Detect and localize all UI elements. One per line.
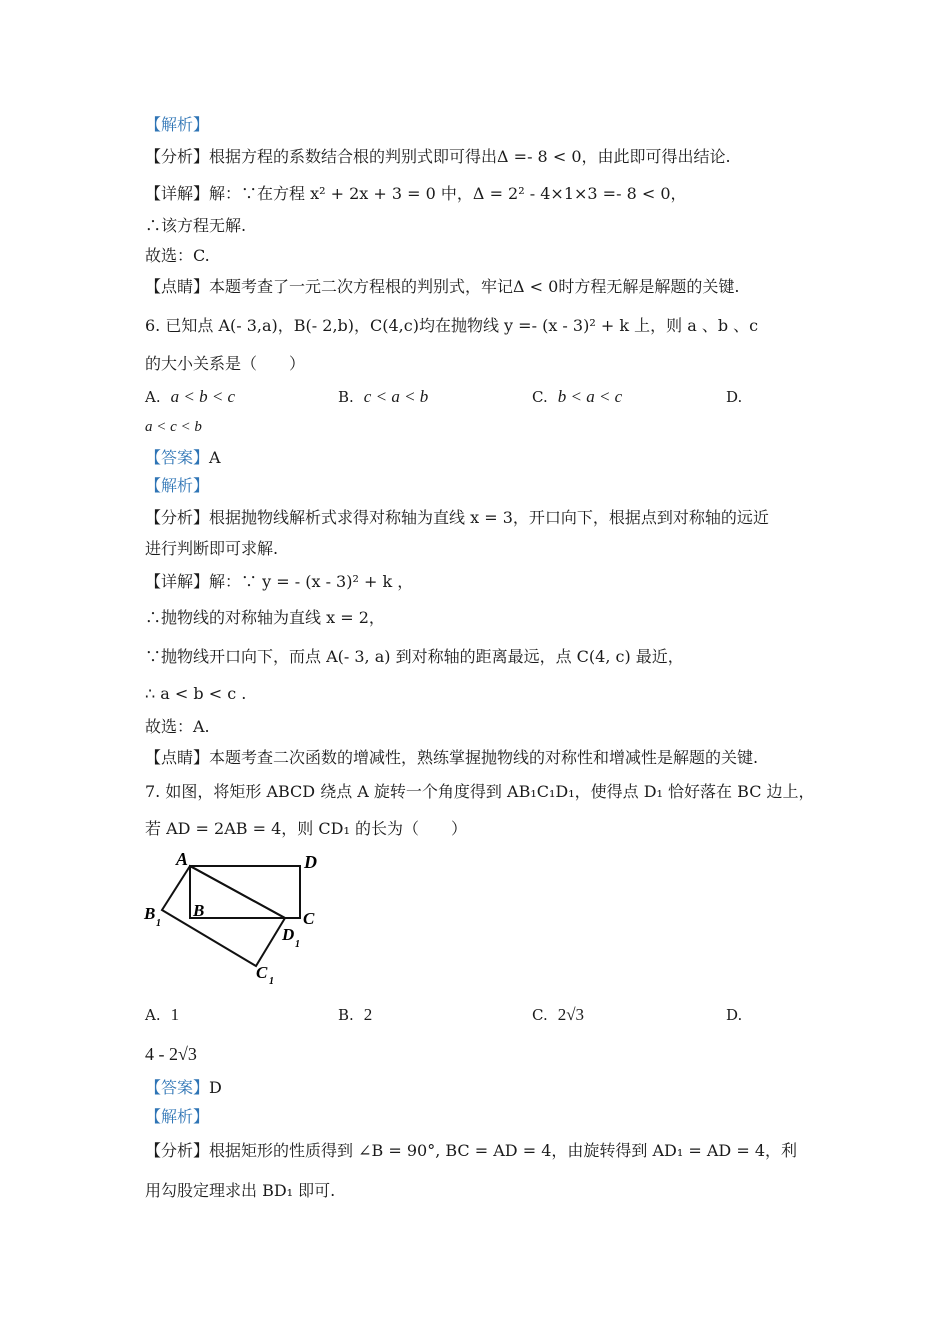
q6-stem-line1: 6. 已知点 A(- 3,a)，B(- 2,b)，C(4,c)均在抛物线 y =- (x - 3)² + k 上，则 a 、b 、c xyxy=(145,316,759,335)
q7-option-b xyxy=(338,1004,372,1026)
q6-answer-value: A xyxy=(209,448,221,467)
q6-xiangjie-text: 解：∵ y = - (x - 3)² + k ， xyxy=(209,572,414,591)
q5-dianjing xyxy=(145,276,739,298)
label-d: D xyxy=(304,852,317,872)
fenxi-label: 【分析】 xyxy=(145,147,210,166)
label-a: A xyxy=(176,849,189,869)
q5-xiangjie xyxy=(145,183,687,205)
option-math: 1 xyxy=(170,1005,180,1024)
q6-dianjing xyxy=(145,747,758,769)
option-label: B. xyxy=(338,388,354,406)
q7-fenxi-line2: 用勾股定理求出 BD₁ 即可. xyxy=(145,1181,336,1200)
q6-step2: ∵抛物线开口向下，而点 A(- 3, a) 到对称轴的距离最远，点 C(4, c) 最近， xyxy=(145,647,684,666)
q6-fenxi-text: 根据抛物线解析式求得对称轴为直线 x = 3，开口向下，根据点到对称轴的远近 xyxy=(209,508,769,527)
option-math: b < a < c xyxy=(557,387,623,406)
q7-fenxi-line1 xyxy=(145,1140,797,1162)
q6-fenxi-line1 xyxy=(145,507,769,529)
q6-dianjing-text: 本题考查二次函数的增减性，熟练掌握抛物线的对称性和增减性是解题的关键. xyxy=(209,748,759,767)
q5-xiangjie-text: 解：∵在方程 x² + 2x + 3 = 0 中，Δ = 2² - 4×1×3 =- 8 < 0， xyxy=(209,184,687,203)
jiexi-label-q5: 【解析】 xyxy=(145,115,210,134)
q5-fenxi-text: 根据方程的系数结合根的判别式即可得出Δ =- 8 < 0，由此即可得出结论. xyxy=(209,147,731,166)
rectangle-abcd xyxy=(190,866,300,918)
q6-option-b xyxy=(338,386,428,408)
xiangjie-label: 【详解】 xyxy=(145,184,210,203)
option-label: A. xyxy=(145,1006,161,1024)
q7-fenxi-text: 根据矩形的性质得到 ∠B = 90°, BC = AD = 4，由旋转得到 AD₁ = AD = 4，利 xyxy=(209,1141,797,1160)
q6-option-d-label: D. xyxy=(726,388,743,406)
q6-stem-line2: 的大小关系是（ ） xyxy=(145,354,306,373)
jiexi-label-q6: 【解析】 xyxy=(145,476,210,495)
q5-dianjing-text: 本题考查了一元二次方程根的判别式，牢记Δ < 0时方程无解是解题的关键. xyxy=(209,277,740,296)
q6-choice: 故选：A. xyxy=(145,717,210,736)
jiexi-label-q7: 【解析】 xyxy=(145,1107,210,1126)
q5-choice: 故选：C. xyxy=(145,246,210,265)
q7-figure xyxy=(140,848,330,988)
label-d1: D xyxy=(282,925,295,944)
q5-conclusion: ∴该方程无解. xyxy=(145,216,247,235)
q6-step3: ∴ a < b < c . xyxy=(145,684,247,703)
q7-answer-value: D xyxy=(209,1078,222,1097)
xiangjie-label: 【详解】 xyxy=(145,572,210,591)
q6-option-d-math: a < c < b xyxy=(145,419,202,435)
q6-option-c xyxy=(532,386,622,408)
q6-option-a xyxy=(145,386,235,408)
dianjing-label: 【点睛】 xyxy=(145,277,210,296)
answer-label: 【答案】 xyxy=(145,448,210,467)
option-math: c < a < b xyxy=(363,387,429,406)
q7-option-d-label: D. xyxy=(726,1006,743,1024)
q7-option-d-math: 4 - 2√3 xyxy=(145,1044,197,1064)
q6-step1: ∴抛物线的对称轴为直线 x = 2， xyxy=(145,608,385,627)
label-c1: C xyxy=(256,963,268,982)
label-b: B xyxy=(193,901,205,920)
q5-fenxi xyxy=(145,146,731,168)
option-label: B. xyxy=(338,1006,354,1024)
dianjing-label: 【点睛】 xyxy=(145,748,210,767)
q7-stem-line1: 7. 如图，将矩形 ABCD 绕点 A 旋转一个角度得到 AB₁C₁D₁，使得点 D₁ 恰好落在 BC 边上， xyxy=(145,782,815,801)
option-math: 2√3 xyxy=(557,1005,585,1024)
option-label: C. xyxy=(532,388,548,406)
q7-answer xyxy=(145,1077,222,1099)
option-math: 2 xyxy=(363,1005,373,1024)
q7-option-c xyxy=(532,1004,584,1026)
q6-answer xyxy=(145,447,221,469)
option-label: A. xyxy=(145,388,161,406)
label-b1: B xyxy=(144,904,156,923)
q7-stem-line2: 若 AD = 2AB = 4，则 CD₁ 的长为（ ） xyxy=(145,819,467,838)
label-d1-sub: 1 xyxy=(295,939,300,950)
fenxi-label: 【分析】 xyxy=(145,1141,210,1160)
rectangle-ab1c1d1 xyxy=(162,866,285,966)
label-c1-sub: 1 xyxy=(269,976,274,987)
option-label: C. xyxy=(532,1006,548,1024)
q6-xiangjie xyxy=(145,571,413,593)
q7-option-a xyxy=(145,1004,179,1026)
fenxi-label: 【分析】 xyxy=(145,508,210,527)
label-c: C xyxy=(303,909,315,928)
answer-label: 【答案】 xyxy=(145,1078,210,1097)
label-b1-sub: 1 xyxy=(156,918,161,929)
q6-fenxi-line2: 进行判断即可求解. xyxy=(145,539,279,558)
option-math: a < b < c xyxy=(170,387,236,406)
